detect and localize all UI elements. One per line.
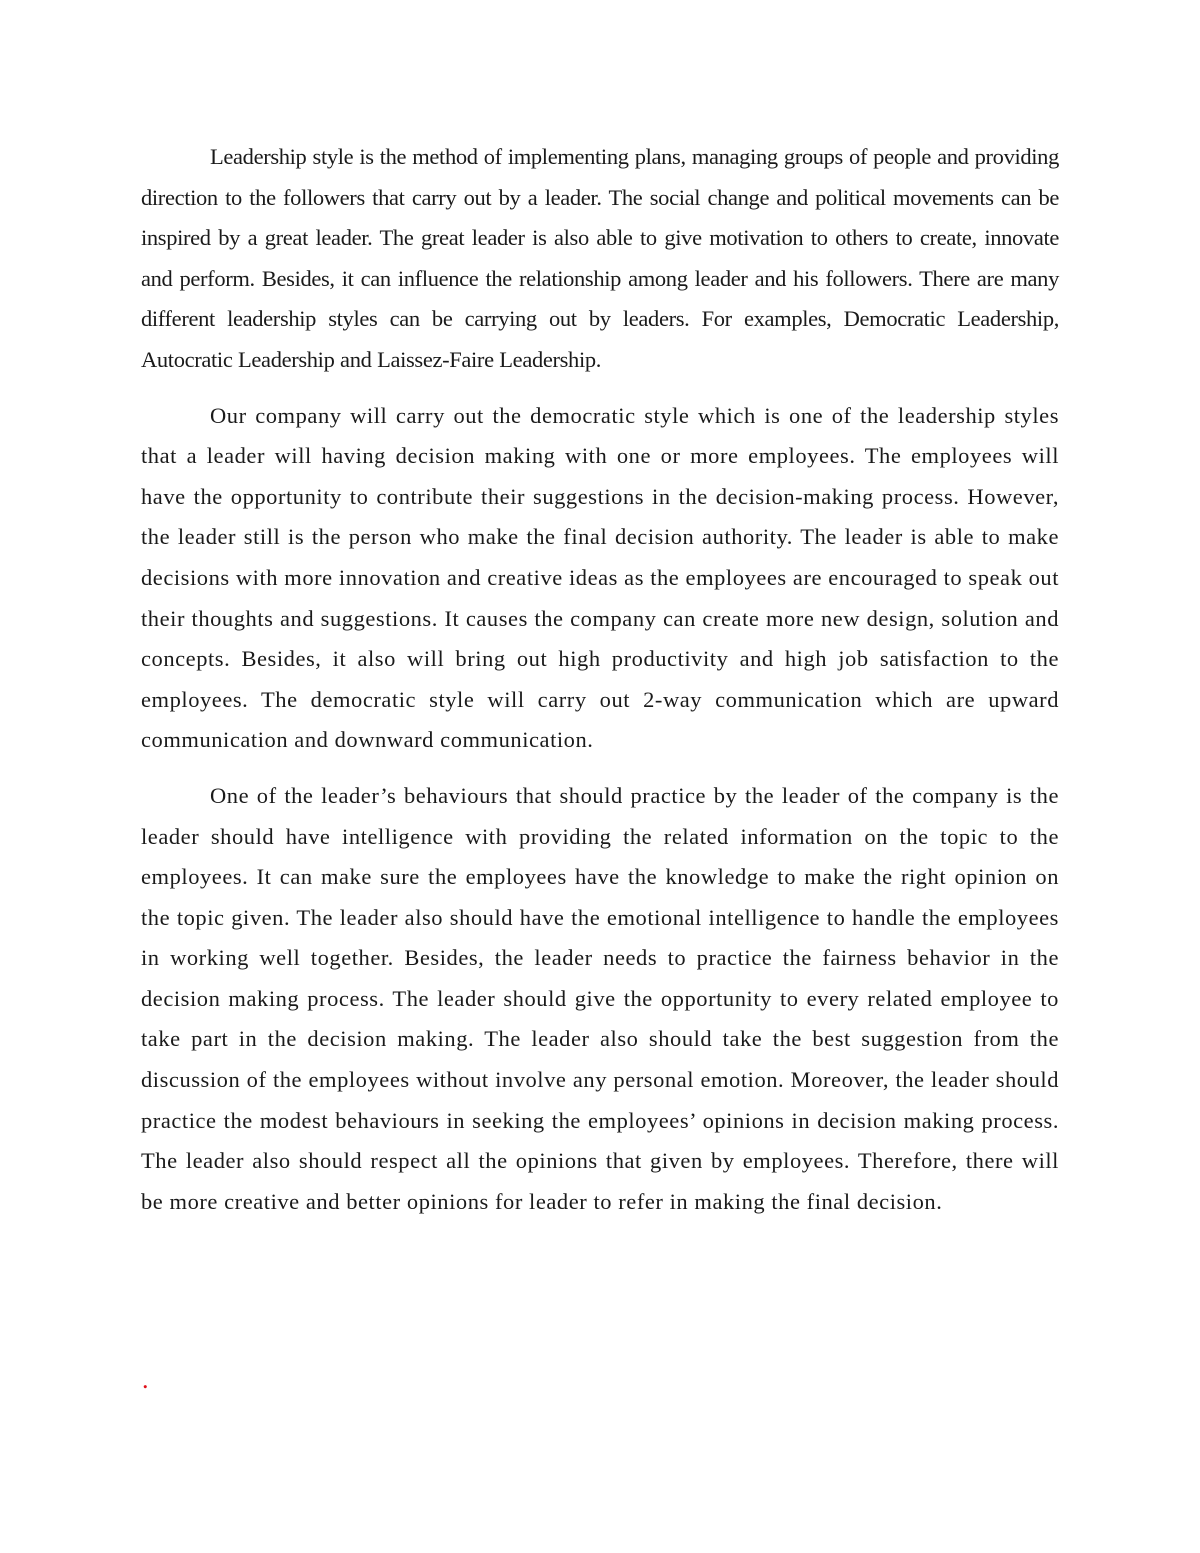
red-period-mark: . (142, 1365, 149, 1394)
paragraph-leadership-style: Leadership style is the method of implementing plans, managing groups of people and providing direction to the followers that carry out by a leader. The social change and political movements can be inspired by a great leader. The great leader is also able to give motivation to others to create, innovate and perform. Besides, it can influence the relationship among leader and his followers. There are many different leadership styles can be carrying out by leaders. For examples, Democratic Leadership, Autocratic Leadership and Laissez-Faire Leadership. (141, 144, 1059, 372)
paragraph-democratic-style: Our company will carry out the democratic style which is one of the leadership styles that a leader will having decision making with one or more employees. The employees will have the opportunity to contribute their suggestions in the decision-making process. However, the leader still is the person who make the final decision authority. The leader is able to make decisions with more innovation and creative ideas as the employees are encouraged to speak out their thoughts and suggestions. It causes the company can create more new design, solution and concepts. Besides, it also will bring out high productivity and high job satisfaction to the employees. The democratic style will carry out 2-way communication which are upward communication and downward communication. (141, 402, 1059, 753)
paragraph-leader-behaviours: One of the leader’s behaviours that should practice by the leader of the company is the leader should have intelligence with providing the related information on the topic to the employees. It can make sure the employees have the knowledge to make the right opinion on the topic given. The leader also should have the emotional intelligence to handle the employees in working well together. Besides, the leader needs to practice the fairness behavior in the decision making process. The leader should give the opportunity to every related employee to take part in the decision making. The leader also should take the best suggestion from the discussion of the employees without involve any personal emotion. Moreover, the leader should practice the modest behaviours in seeking the employees’ opinions in decision making process. The leader also should respect all the opinions that given by employees. Therefore, there will be more creative and better opinions for leader to refer in making the final decision. (141, 782, 1059, 1214)
document-body (141, 137, 1059, 1237)
